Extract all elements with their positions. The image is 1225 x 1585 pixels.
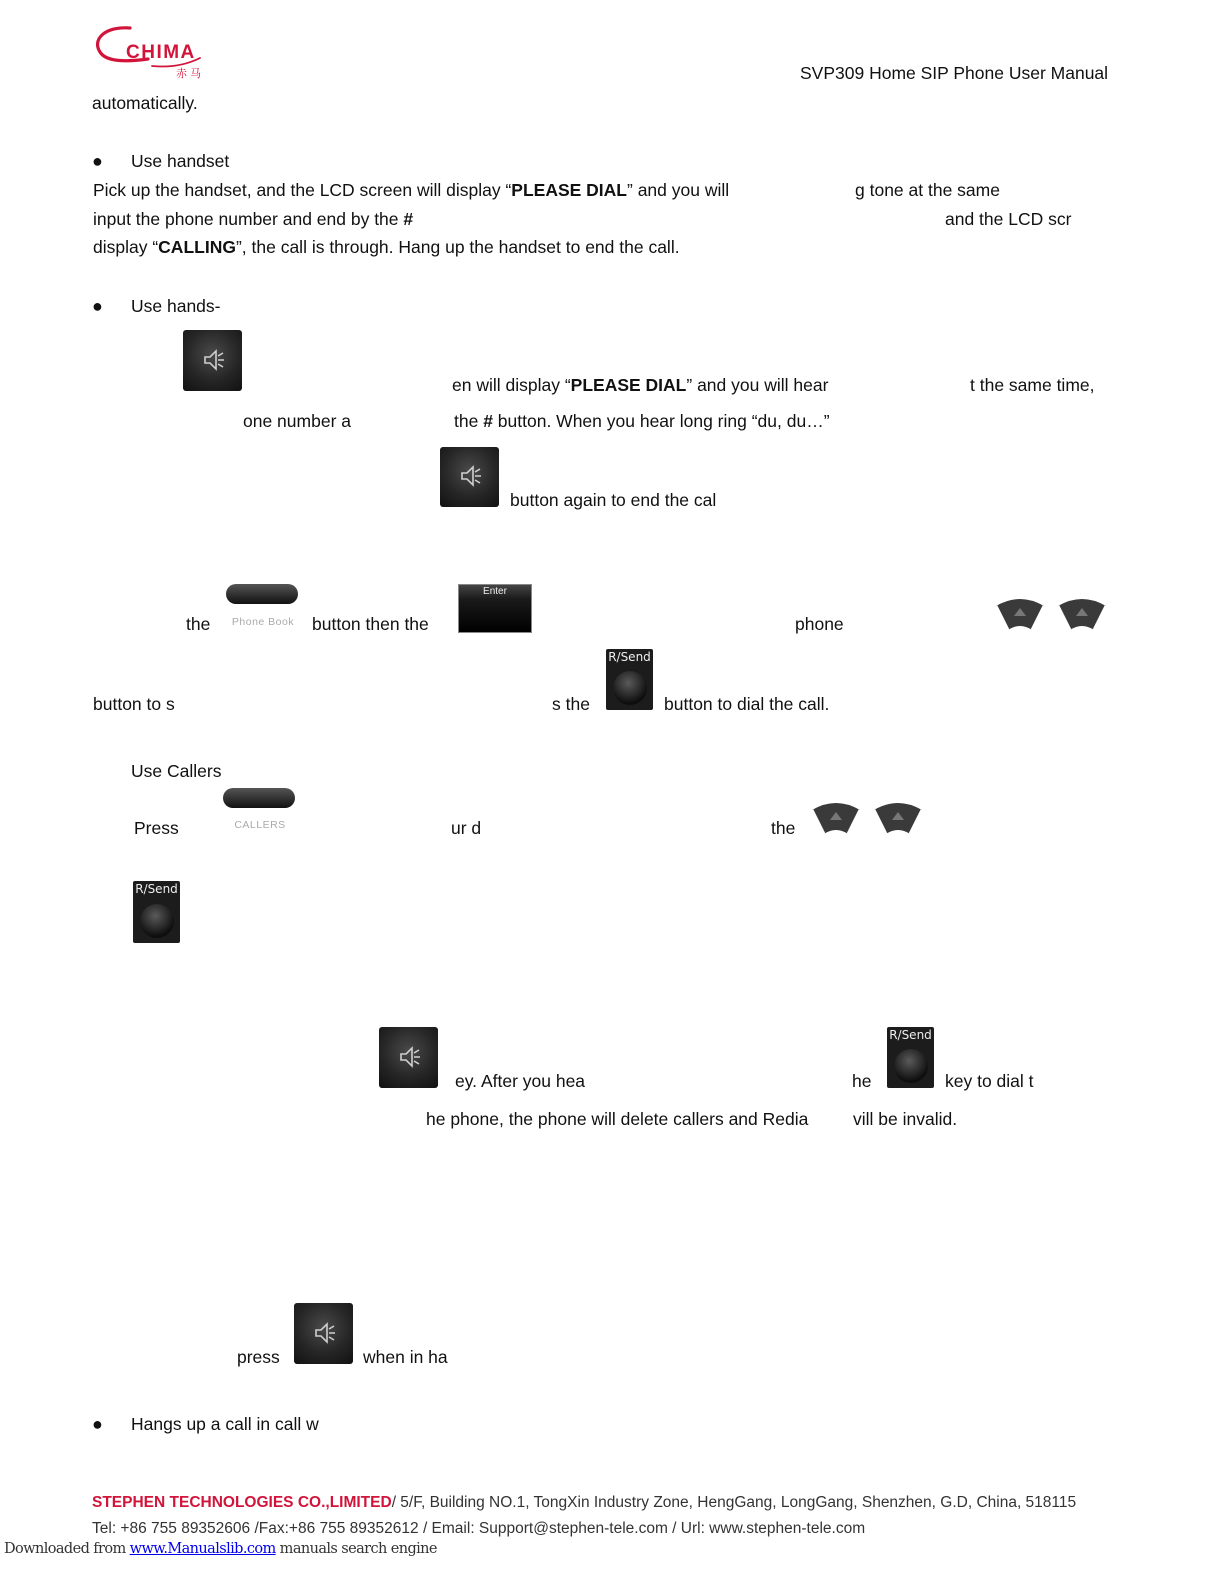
logo-chinese-text: 赤马 xyxy=(176,68,204,80)
text-line: vill be invalid. xyxy=(853,1109,958,1129)
text-line: press xyxy=(237,1347,280,1367)
text-line: he phone, the phone will delete callers and Redia xyxy=(426,1109,809,1129)
rsend-button-label: R/Send xyxy=(135,882,178,896)
text-line: button then the xyxy=(312,614,429,634)
text-line: ey. After you hea xyxy=(455,1071,586,1091)
bullet-icon: ● xyxy=(92,296,103,316)
section-heading-handset: Use handset xyxy=(131,151,230,171)
phonebook-button-label: Phone Book xyxy=(231,616,295,628)
phonebook-button-icon xyxy=(226,584,298,604)
down-arrow-key-icon xyxy=(872,800,924,835)
text-line: phone xyxy=(795,614,844,634)
section-heading-handsfree: Use hands- xyxy=(131,296,221,316)
document-title: SVP309 Home SIP Phone User Manual xyxy=(800,63,1109,83)
enter-button-icon xyxy=(458,584,532,633)
company-logo xyxy=(92,22,212,84)
manualslib-link[interactable]: www.Manualslib.com xyxy=(129,1541,276,1557)
footer-company: STEPHEN TECHNOLOGIES CO.,LIMITED xyxy=(92,1494,392,1511)
bullet-icon: ● xyxy=(92,1414,103,1434)
text-line: input the phone number and end by the # xyxy=(93,209,414,229)
text-line: the xyxy=(186,614,211,634)
logo-text: CHIMA xyxy=(126,42,196,63)
speaker-button-icon xyxy=(183,330,242,391)
text-line: ur d xyxy=(451,818,482,838)
speaker-button-icon xyxy=(294,1303,353,1364)
callers-button-label: CALLERS xyxy=(234,819,286,831)
footer-contact: Tel: +86 755 89352606 /Fax:+86 755 89352612 / Email: Support@stephen-tele.com / Url: www.stephen-tele.com xyxy=(92,1520,866,1537)
speaker-button-icon xyxy=(379,1027,438,1088)
rsend-button-icon xyxy=(133,881,180,943)
text-line: Pick up the handset, and the LCD screen will display “PLEASE DIAL” and you will xyxy=(93,180,730,200)
text-line: when in ha xyxy=(363,1347,448,1367)
text-line: button to dial the call. xyxy=(664,694,830,714)
text-line: and the LCD scr xyxy=(945,209,1072,229)
text-line: en will display “PLEASE DIAL” and you will hear xyxy=(452,375,829,395)
bullet-icon: ● xyxy=(92,151,103,171)
download-notice: Downloaded from www.Manualslib.com manuals search engine xyxy=(4,1541,437,1557)
section-heading-hangs-up: Hangs up a call in call w xyxy=(131,1414,319,1434)
rsend-button-label: R/Send xyxy=(889,1028,932,1042)
rsend-button-icon xyxy=(887,1027,934,1088)
text-line: display “CALLING”, the call is through. Hang up the handset to end the call. xyxy=(93,237,680,257)
text-line: button again to end the cal xyxy=(510,490,717,510)
text-line: the # button. When you hear long ring “du, du…” xyxy=(454,411,830,431)
speaker-button-icon xyxy=(440,447,499,507)
text-line: key to dial t xyxy=(945,1071,1034,1091)
text-line: g tone at the same xyxy=(855,180,1000,200)
rsend-button-icon xyxy=(606,649,653,710)
text-line: automatically. xyxy=(92,93,198,113)
enter-button-label: Enter xyxy=(483,586,507,597)
text-line: s the xyxy=(552,694,590,714)
up-arrow-key-icon xyxy=(994,596,1046,631)
text-line: t the same time, xyxy=(970,375,1095,395)
footer-address: STEPHEN TECHNOLOGIES CO.,LIMITED/ 5/F, Building NO.1, TongXin Industry Zone, HengGang, LongGang, Shenzhen, G.D, China, 518115 xyxy=(92,1494,1077,1511)
callers-button-icon xyxy=(223,788,295,808)
rsend-button-label: R/Send xyxy=(608,650,651,664)
down-arrow-key-icon xyxy=(1056,596,1108,631)
text-line: one number a xyxy=(243,411,351,431)
text-line: button to s xyxy=(93,694,175,714)
text-line: the xyxy=(771,818,796,838)
text-line: he xyxy=(852,1071,872,1091)
text-line: Press xyxy=(134,818,179,838)
section-heading-callers: Use Callers xyxy=(131,761,222,781)
up-arrow-key-icon xyxy=(810,800,862,835)
